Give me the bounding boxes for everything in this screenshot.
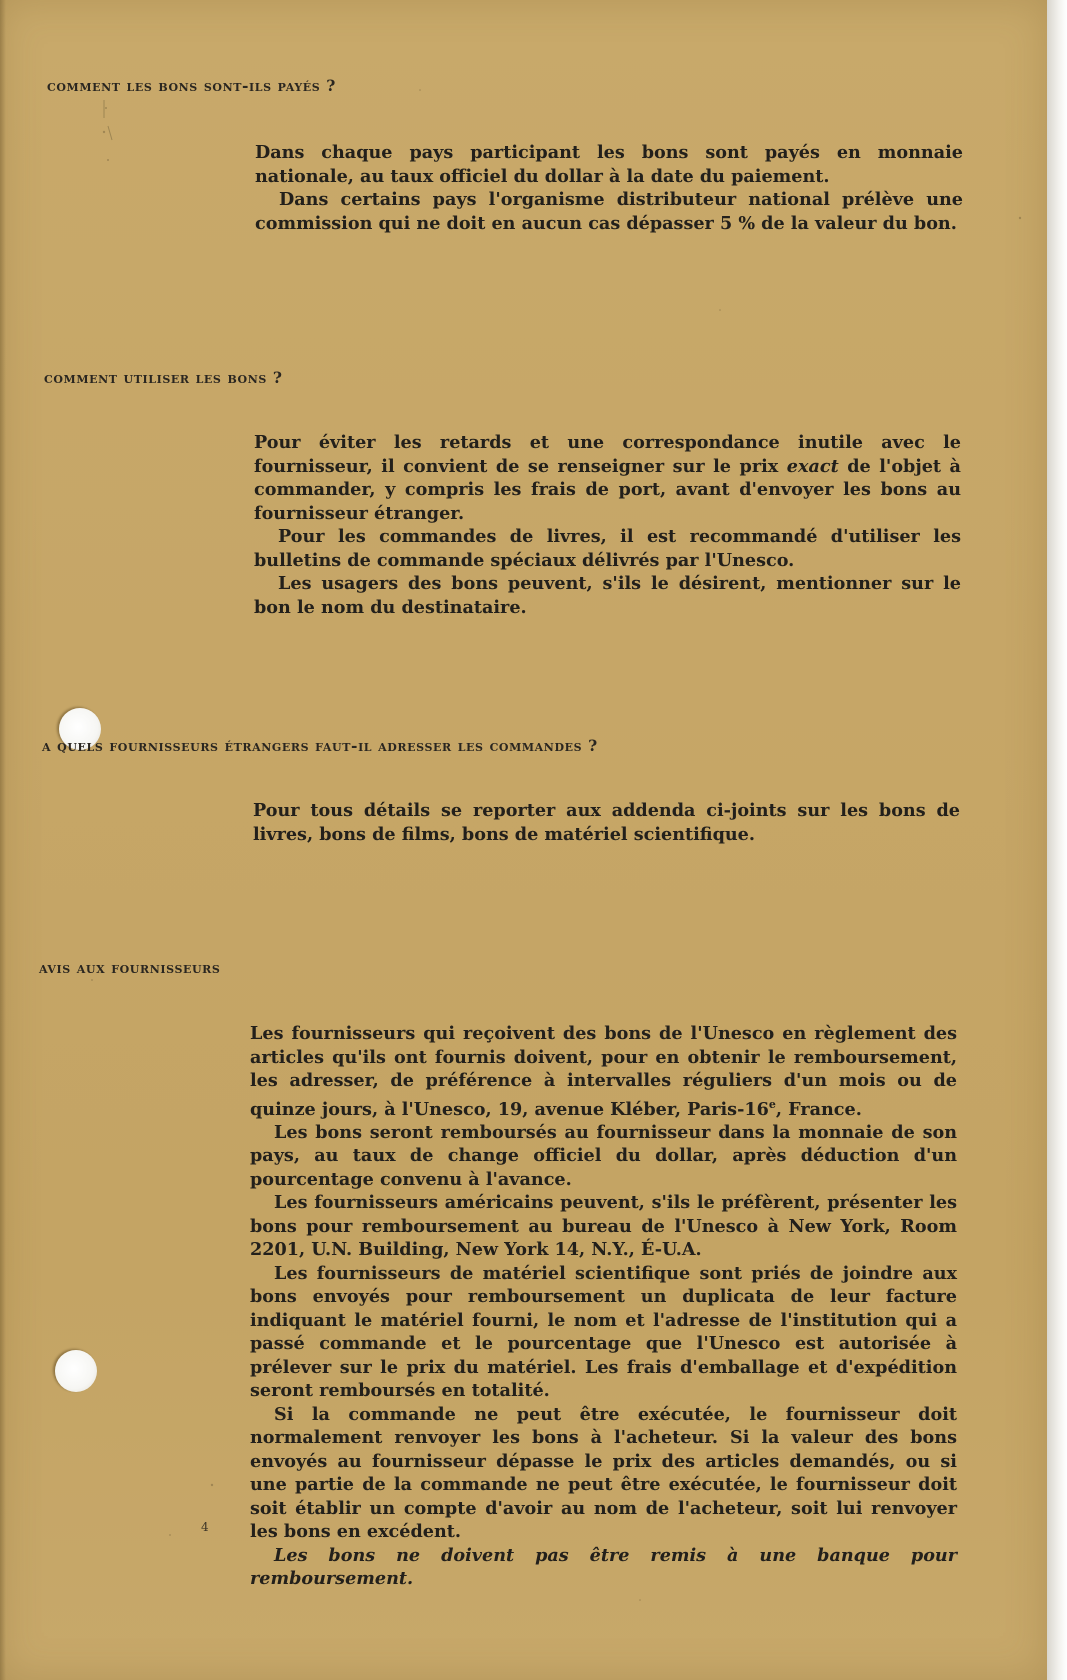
- page-right-edge: [1047, 0, 1067, 1680]
- text-run: de l'objet à commander, y compris les frais de port, avant d'envoyer les bons au fournisseur étranger.: [254, 455, 961, 524]
- paragraph: [250, 1022, 957, 1121]
- paragraph-italic-notice: Les bons ne doivent pas être remis à une banque pour remboursement.: [250, 1544, 957, 1590]
- paragraph: Les fournisseurs de matériel scientifique sont priés de joindre aux bons envoyés pour remboursement un duplicata de leur facture indiquant le matériel fourni, le nom et l'adresse de l'institution qui a passé commande et le pourcentage que l'Unesco est autorisée à prélever sur le prix du matériel. Les frais d'emballage et d'expédition seront remboursés en totalité.: [250, 1262, 957, 1402]
- section-avis-body: [250, 1022, 957, 1591]
- punch-hole-bottom: [55, 1350, 97, 1392]
- text-run: Pour éviter les retards et une correspondance inutile avec le fournisseur, il convient de se renseigner sur le prix: [254, 432, 961, 477]
- paragraph: [254, 431, 961, 525]
- heading-comment-payes: comment les bons sont-ils payés ?: [47, 76, 336, 95]
- heading-avis-fournisseurs: avis aux fournisseurs: [39, 958, 221, 977]
- paragraph: Pour tous détails se reporter aux addenda ci-joints sur les bons de livres, bons de films, bons de matériel scientifique.: [253, 800, 960, 845]
- section-payes-body: [255, 141, 963, 235]
- paragraph: Dans certains pays l'organisme distributeur national prélève une commission qui ne doit en aucun cas dépasser 5 % de la valeur du bon.: [255, 189, 963, 234]
- emphasis-exact: exact: [786, 455, 839, 477]
- page-number: 4: [201, 1520, 209, 1534]
- text-run: , France.: [775, 1098, 862, 1120]
- heading-comment-utiliser: comment utiliser les bons ?: [44, 368, 283, 387]
- text-run: Les fournisseurs qui reçoivent des bons de l'Unesco en règlement des articles qu'ils ont fournis doivent, pour en obtenir le remboursement, les adresser, de préférence à intervalles réguliers d'un mois ou de quinze jours, à l'Unesco, 19, avenue Kléber, Paris-16: [250, 1023, 957, 1120]
- paragraph: Les fournisseurs américains peuvent, s'ils le préfèrent, présenter les bons pour remboursement au bureau de l'Unesco à New York, Room 2201, U.N. Building, New York 14, N.Y., É-U.A.: [250, 1192, 957, 1261]
- paragraph: Si la commande ne peut être exécutée, le fournisseur doit normalement renvoyer les bons à l'acheteur. Si la valeur des bons envoyés au fournisseur dépasse le prix des articles demandés, ou si une partie de la commande ne peut être exécutée, le fournisseur doit soit établir un compte d'avoir au nom de l'acheteur, soit lui renvoyer les bons en excédent.: [250, 1403, 957, 1543]
- paragraph: Les bons seront remboursés au fournisseur dans la monnaie de son pays, au taux de change officiel du dollar, après déduction d'un pourcentage convenu à l'avance.: [250, 1121, 957, 1190]
- paragraph: Les usagers des bons peuvent, s'ils le désirent, mentionner sur le bon le nom du destinataire.: [254, 573, 961, 618]
- section-utiliser-body: [254, 431, 961, 619]
- superscript: e: [768, 1097, 776, 1111]
- paragraph: Pour les commandes de livres, il est recommandé d'utiliser les bulletins de commande spéciaux délivrés par l'Unesco.: [254, 526, 961, 571]
- section-fournisseurs-body: [253, 799, 960, 846]
- heading-quels-fournisseurs: a quels fournisseurs étrangers faut-il adresser les commandes ?: [42, 736, 598, 755]
- paragraph: Dans chaque pays participant les bons sont payés en monnaie nationale, au taux officiel du dollar à la date du paiement.: [255, 142, 963, 187]
